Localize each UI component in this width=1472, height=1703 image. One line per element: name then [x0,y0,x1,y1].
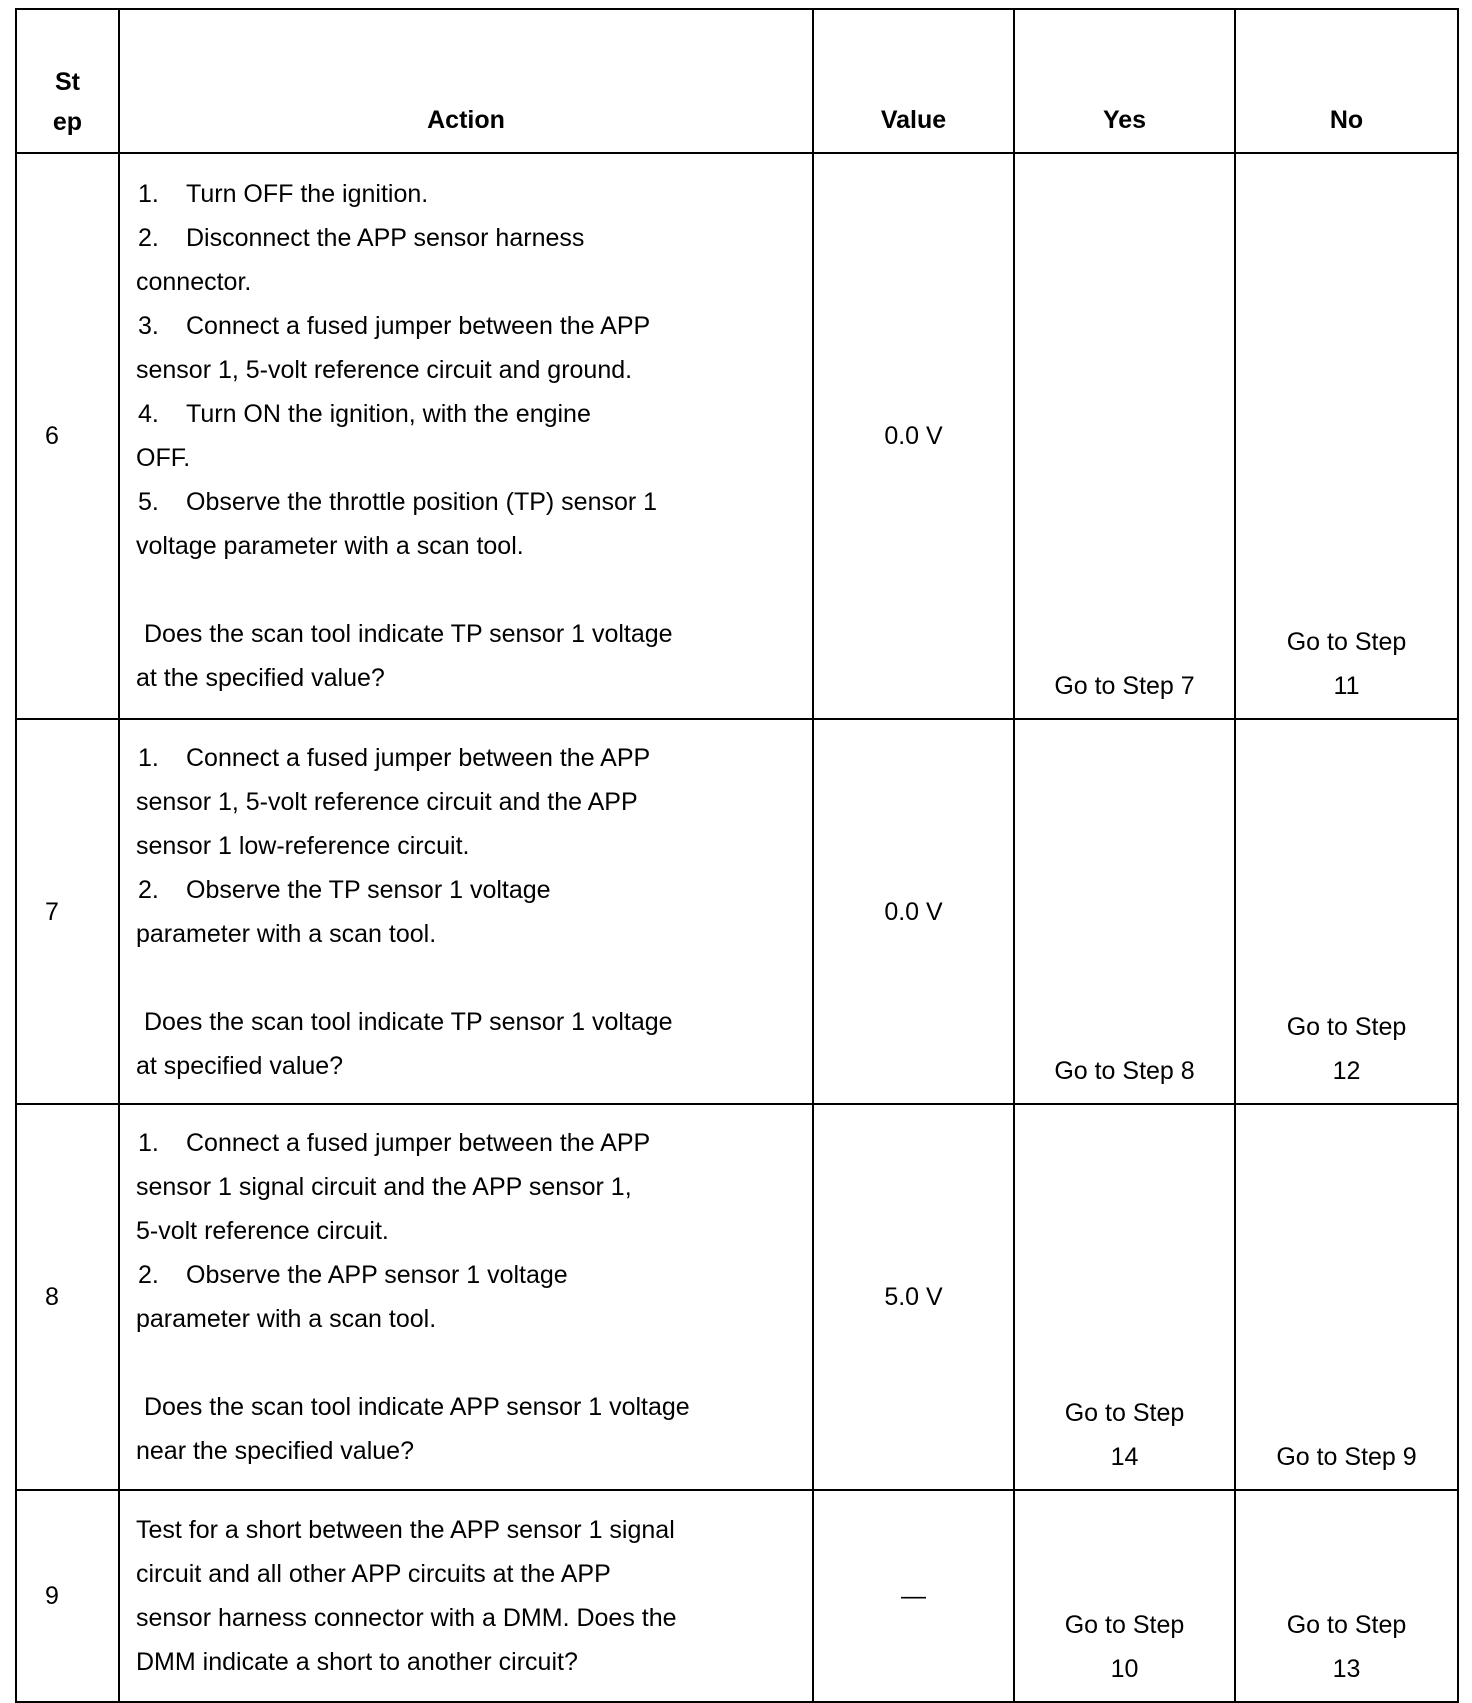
value-cell: 0.0 V [813,719,1014,1104]
question-line: at specified value? [136,1051,344,1080]
action-step-number: 1. [138,180,159,208]
step-header [16,9,119,153]
table-row [16,1490,1458,1702]
action-step-number: 1. [138,743,159,772]
action-line [136,1165,798,1209]
table-row [16,1104,1458,1490]
value-cell: 5.0 V [813,1104,1014,1490]
action-line [136,480,798,524]
step-number: 8 [45,1283,59,1311]
no-header: No [1235,9,1458,153]
action-line [136,260,798,304]
step-number: 7 [45,897,59,926]
step-cell [16,719,119,1104]
action-cell [119,153,813,719]
yes-goto: Go to Step 8 [1054,1057,1195,1085]
question-line: near the specified value? [136,1437,414,1465]
yes-goto: Go to Step [1064,1399,1185,1427]
action-text: Disconnect the APP sensor harness [186,224,585,252]
action-step-number: 5. [138,488,159,516]
yes-header: Yes [1014,9,1235,153]
table-row [16,153,1458,719]
yes-goto: Go to Step 7 [1054,672,1195,700]
action-text: Turn OFF the ignition. [186,180,429,208]
action-text: 5-volt reference circuit. [136,1217,389,1245]
action-text: DMM indicate a short to another circuit? [136,1648,578,1676]
action-text: Connect a fused jumper between the APP [186,1129,651,1157]
table-row [16,719,1458,1104]
step-cell [16,1104,119,1490]
no-cell [1235,1490,1458,1702]
action-line [136,348,798,392]
step-cell [16,153,119,719]
no-goto: Go to Step [1286,628,1407,656]
no-goto: Go to Step [1286,1013,1407,1041]
action-line [136,1640,798,1684]
action-line [136,1596,798,1640]
step-number: 6 [45,422,59,450]
action-text: Observe the APP sensor 1 voltage [186,1261,568,1289]
value-header: Value [813,9,1014,153]
action-line [136,868,798,912]
action-step-number: 4. [138,400,159,428]
action-text: Connect a fused jumper between the APP [186,743,651,772]
action-text: OFF. [136,444,191,472]
action-step-number: 1. [138,1129,159,1157]
no-goto: Go to Step [1286,1611,1407,1639]
action-cell [119,1490,813,1702]
action-cell [119,719,813,1104]
action-text: sensor 1 low-reference circuit. [136,831,470,860]
no-cell [1235,153,1458,719]
value-cell: — [813,1490,1014,1702]
action-line [136,524,798,568]
value-cell: 0.0 V [813,153,1014,719]
action-text: circuit and all other APP circuits at the APP [136,1560,611,1588]
action-text: sensor 1 signal circuit and the APP sensor 1, [136,1173,632,1201]
action-cell [119,1104,813,1490]
step-cell [16,1490,119,1702]
action-line [136,1209,798,1253]
action-text: Observe the throttle position (TP) sensor 1 [186,488,658,516]
no-goto: 11 [1333,672,1360,700]
action-line [136,736,798,780]
action-question [136,612,798,700]
action-step-number: 2. [138,875,159,904]
action-line [136,824,798,868]
action-text: Test for a short between the APP sensor 1 signal [136,1516,675,1544]
no-goto: Go to Step 9 [1276,1443,1417,1471]
yes-cell [1014,1104,1235,1490]
action-line [136,1297,798,1341]
no-cell [1235,719,1458,1104]
yes-cell [1014,719,1235,1104]
action-line [136,1121,798,1165]
action-line [136,780,798,824]
yes-goto: 14 [1110,1443,1139,1471]
action-text: Observe the TP sensor 1 voltage [186,875,551,904]
action-step-number: 2. [138,224,159,252]
action-text: Turn ON the ignition, with the engine [186,400,591,428]
question-line: at the specified value? [136,664,385,692]
question-line: Does the scan tool indicate APP sensor 1 voltage [144,1393,690,1421]
diagnostic-table [15,8,1459,1703]
yes-goto: Go to Step [1064,1611,1185,1639]
no-cell [1235,1104,1458,1490]
yes-cell [1014,1490,1235,1702]
action-text: sensor 1, 5-volt reference circuit and the APP [136,787,638,816]
action-line [136,1253,798,1297]
action-step-number: 2. [138,1261,159,1289]
header-row [16,9,1458,153]
no-goto: 12 [1332,1057,1361,1085]
action-header: Action [119,9,813,153]
no-goto: 13 [1332,1655,1361,1683]
action-line [136,172,798,216]
action-line [136,1552,798,1596]
yes-goto: 10 [1110,1655,1139,1683]
step-number: 9 [45,1582,59,1610]
action-text: sensor 1, 5-volt reference circuit and ground. [136,356,633,384]
action-text: Connect a fused jumper between the APP [186,312,651,340]
question-line: Does the scan tool indicate TP sensor 1 voltage [144,1007,673,1036]
action-text: voltage parameter with a scan tool. [136,532,524,560]
action-question [136,1385,798,1473]
action-line [136,912,798,956]
action-line [136,436,798,480]
question-line: Does the scan tool indicate TP sensor 1 voltage [144,620,673,648]
action-step-number: 3. [138,312,159,340]
action-text: parameter with a scan tool. [136,1305,437,1333]
action-line [136,392,798,436]
step-header-line2: ep [52,108,83,136]
step-header-line1: St [55,68,80,96]
action-text: sensor harness connector with a DMM. Does the [136,1604,677,1632]
yes-cell [1014,153,1235,719]
action-question [136,1000,798,1088]
action-line [136,304,798,348]
action-line [136,216,798,260]
action-text: connector. [136,268,252,296]
action-line [136,1508,798,1552]
action-text: parameter with a scan tool. [136,919,437,948]
